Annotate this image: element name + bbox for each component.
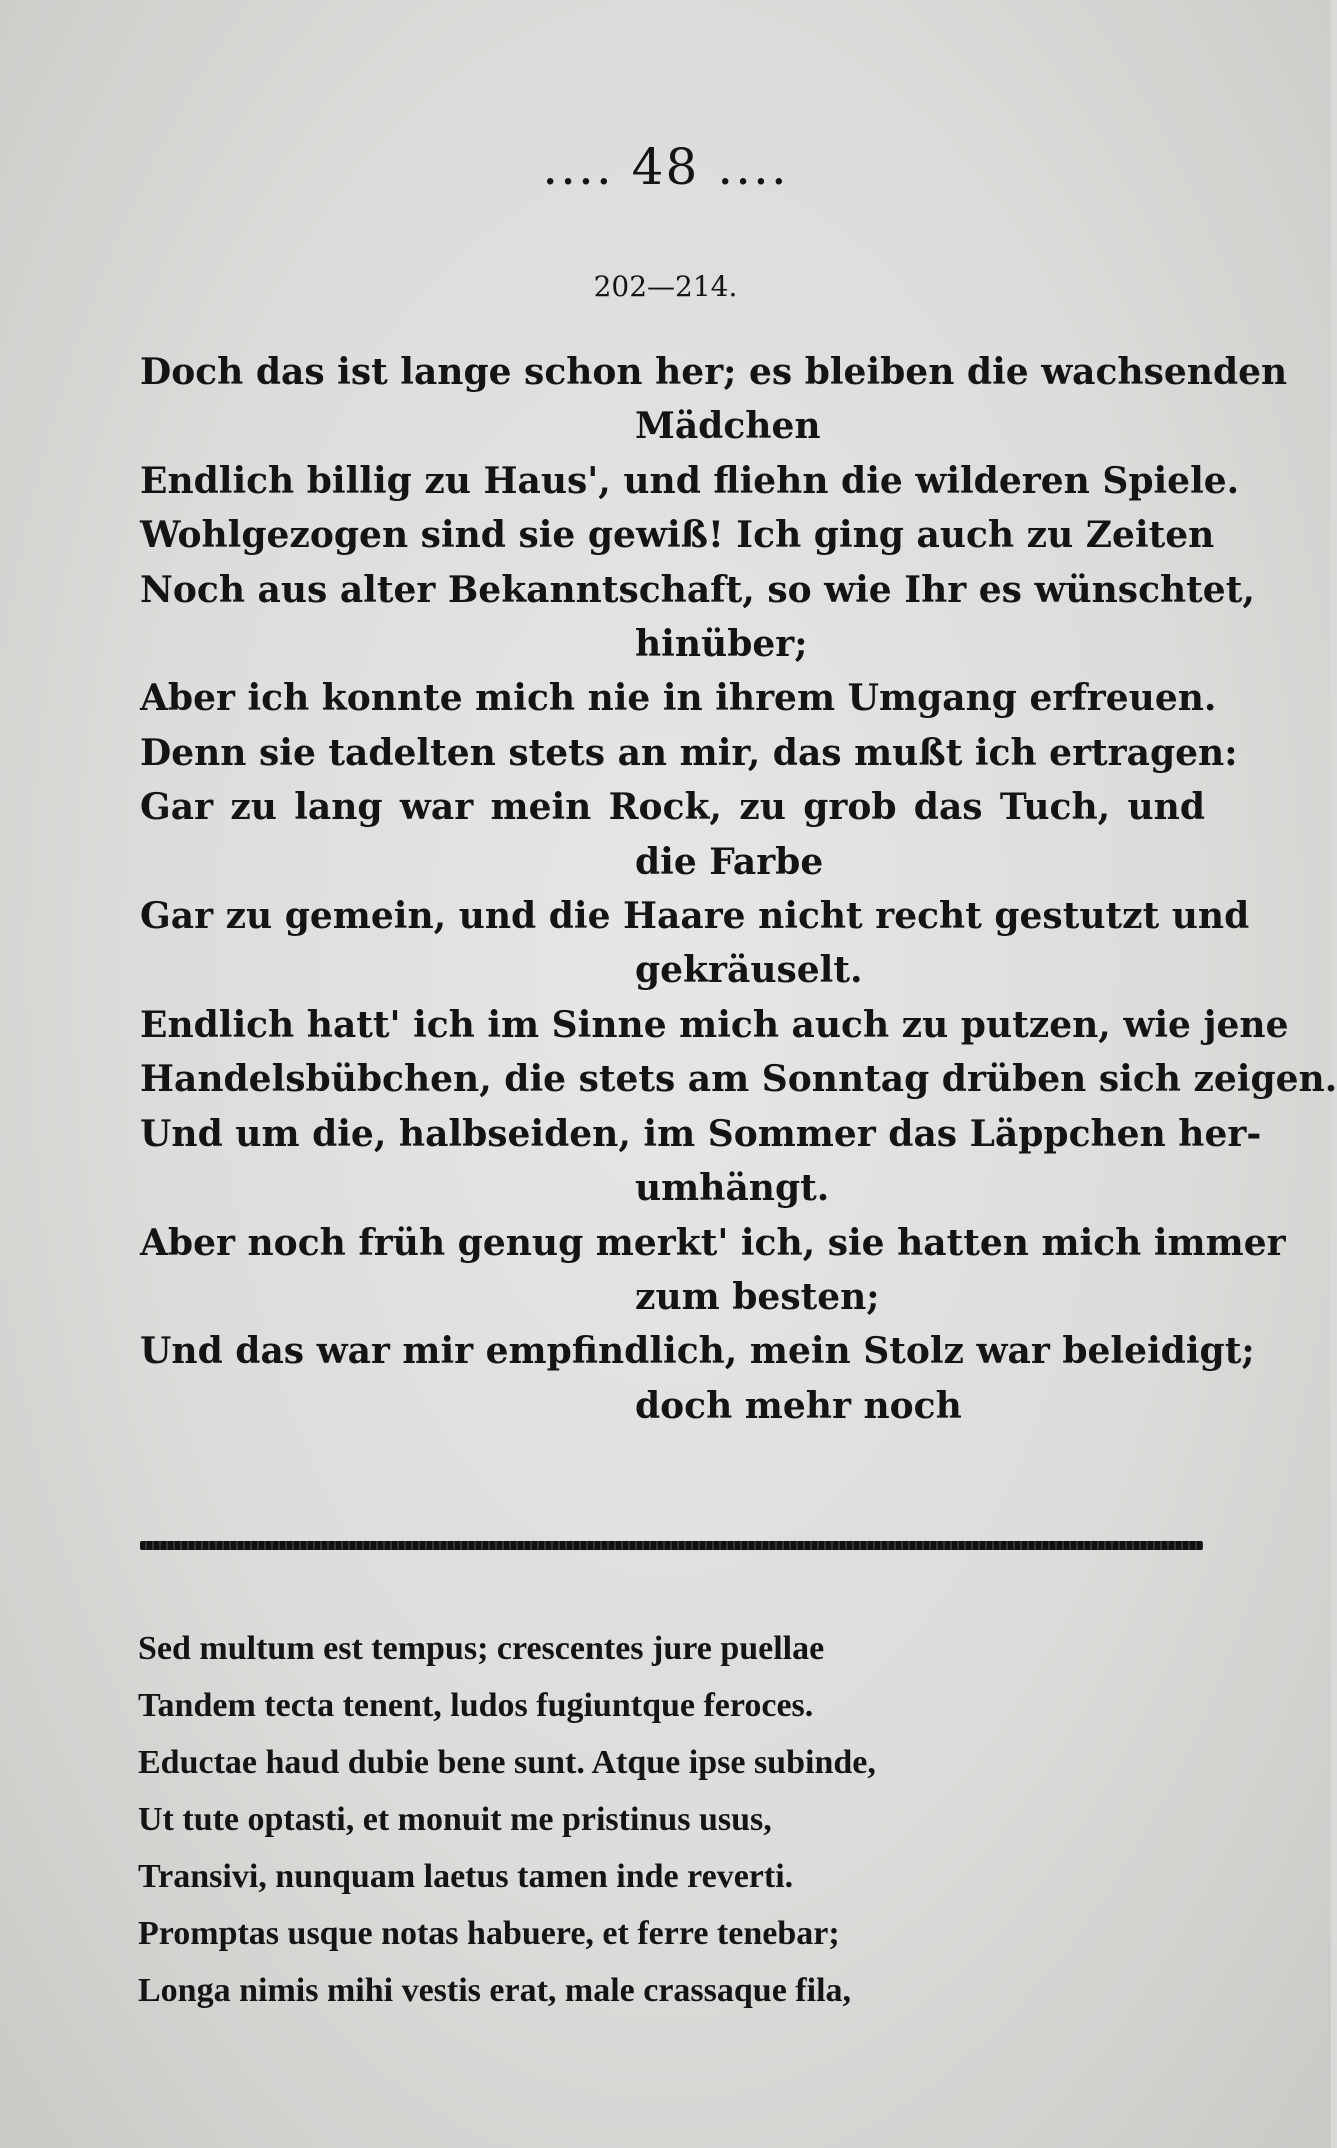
german-line-continuation: gekräuselt. [635,949,863,992]
latin-line: Tandem tecta tenent, ludos fugiuntque feroces. [138,1687,814,1724]
german-line: Denn sie tadelten stets an mir, das mußt ich ertragen: [140,731,1238,774]
german-line: Aber ich konnte mich nie in ihrem Umgang erfreuen. [140,677,1217,720]
german-line-continuation: doch mehr noch [635,1384,962,1427]
verse-range: 202—214. [593,270,738,303]
german-line-continuation: Mädchen [635,405,821,448]
latin-line: Promptas usque notas habuere, et ferre tenebar; [138,1915,840,1952]
german-line: Gar zu lang war mein Rock, zu grob das Tuch, und [140,786,1205,829]
german-line: Handelsbübchen, die stets am Sonntag drüben sich zeigen. [140,1058,1337,1101]
german-line: Noch aus alter Bekanntschaft, so wie Ihr es wünschtet, [140,568,1255,611]
german-verse-block [140,345,1337,1433]
german-line-continuation: umhängt. [635,1167,830,1210]
german-line: Wohlgezogen sind sie gewiß! Ich ging auch zu Zeiten [140,514,1215,557]
german-line: Endlich billig zu Haus', und fliehn die wilderen Spiele. [140,459,1240,502]
latin-line: Sed multum est tempus; crescentes jure puellae [138,1630,825,1667]
german-line: Doch das ist lange schon her; es bleiben die wachsenden [140,351,1288,393]
latin-line: Longa nimis mihi vestis erat, male crassaque fila, [138,1972,852,2009]
latin-line: Eductae haud dubie bene sunt. Atque ipse subinde, [138,1744,876,1781]
latin-line: Transivi, nunquam laetus tamen inde reverti. [138,1858,794,1895]
german-line-continuation: die Farbe [635,840,824,883]
german-line-continuation: hinüber; [635,623,808,666]
page-number: .... 48 .... [542,138,789,196]
latin-verse-block [138,1620,1198,2019]
latin-line: Ut tute optasti, et monuit me pristinus usus, [138,1801,772,1838]
decorative-rule [140,1541,1203,1550]
german-line: Und um die, halbseiden, im Sommer das Läppchen her- [140,1112,1262,1155]
german-line: Aber noch früh genug merkt' ich, sie hatten mich immer [140,1221,1286,1264]
german-line: Gar zu gemein, und die Haare nicht recht gestutzt und [140,895,1250,938]
german-line: Und das war mir empfindlich, mein Stolz war beleidigt; [140,1330,1255,1373]
german-line: Endlich hatt' ich im Sinne mich auch zu putzen, wie jene [140,1003,1289,1046]
german-line-continuation: zum besten; [635,1275,880,1318]
